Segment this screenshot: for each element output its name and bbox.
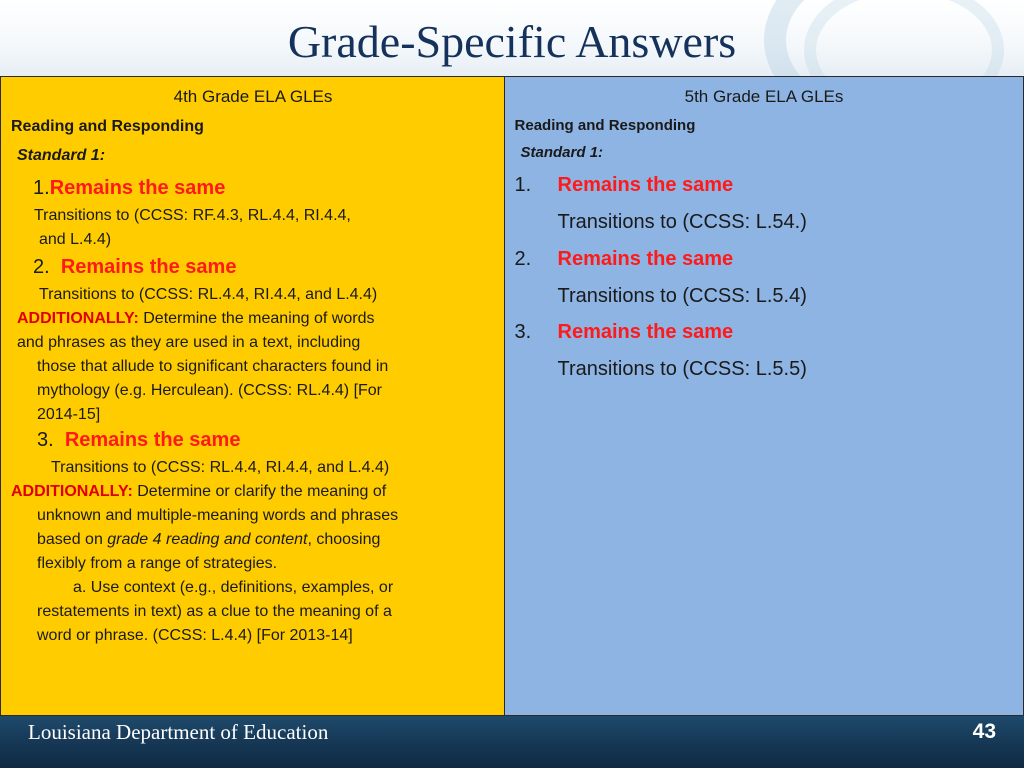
page-number: 43 (972, 720, 996, 743)
grade5-item2-status: Remains the same (557, 248, 734, 270)
additionally-block1-line2: and phrases as they are used in a text, including (17, 334, 361, 351)
additionally-block2-line7: word or phrase. (CCSS: L.4.4) [For 2013-14] (37, 627, 353, 644)
comparison-table (0, 76, 1024, 716)
additionally-block2-line6: restatements in text) as a clue to the meaning of a (37, 603, 392, 620)
additionally-block2-line3: based on grade 4 reading and content, choosing (37, 531, 381, 548)
grade4-section: Reading and Responding (11, 118, 204, 135)
item2-status: Remains the same (60, 256, 237, 278)
item2-transition-line1: Transitions to (CCSS: RL.4.4, RI.4.4, and L.4.4) (39, 286, 378, 303)
additionally-block2-line5: a. Use context (e.g., definitions, examples, or (73, 579, 394, 596)
additionally-block1-line3: those that allude to significant characters found in (37, 358, 389, 375)
additionally-block2-line4: flexibly from a range of strategies. (37, 555, 278, 572)
footer-organization: Louisiana Department of Education (28, 720, 329, 744)
additionally-label2: ADDITIONALLY: (11, 483, 133, 500)
grade5-heading: 5th Grade ELA GLEs (684, 87, 844, 106)
item2-number: 2. (33, 256, 50, 278)
additionally-block2-line1: ADDITIONALLY: Determine or clarify the meaning of (11, 483, 387, 500)
grade5-item2-transition: Transitions to (CCSS: L.5.4) (557, 285, 807, 307)
grade5-item1-transition: Transitions to (CCSS: L.54.) (557, 211, 807, 233)
grade4-column (1, 77, 505, 715)
grade5-column (505, 77, 1023, 715)
slide-title: Grade-Specific Answers (287, 16, 737, 67)
grade4-heading: 4th Grade ELA GLEs (173, 87, 333, 106)
additionally-label1: ADDITIONALLY: (17, 310, 139, 327)
item3-transition-line1: Transitions to (CCSS: RL.4.4, RI.4.4, and L.4.4) (51, 459, 390, 476)
grade4-item1 (33, 177, 225, 200)
grade5-item1-status: Remains the same (557, 174, 734, 196)
item3-status: Remains the same (64, 429, 241, 451)
additionally-block1-line4: mythology (e.g. Herculean). (CCSS: RL.4.4) [For (37, 382, 383, 399)
item1-status: Remains the same (49, 177, 226, 199)
item3-number: 3. (37, 429, 54, 451)
item1-transition-line2: and L.4.4) (39, 231, 112, 248)
grade4-item2 (33, 256, 236, 279)
additionally-block1-line5: 2014-15] (37, 406, 101, 423)
grade4-item3 (37, 429, 240, 452)
grade5-item2-number: 2. (514, 248, 532, 270)
item1-number: 1. (33, 177, 50, 199)
additionally-block2-line2: unknown and multiple-meaning words and phrases (37, 507, 399, 524)
grade5-standard: Standard 1: (520, 144, 604, 161)
grade5-item3-status: Remains the same (557, 321, 734, 343)
grade5-item3-transition: Transitions to (CCSS: L.5.5) (557, 358, 807, 380)
grade5-item1-number: 1. (514, 174, 532, 196)
additionally-block1-line1: ADDITIONALLY: Determine the meaning of words (17, 310, 375, 327)
grade5-item3-number: 3. (514, 321, 532, 343)
item1-transition-line1: Transitions to (CCSS: RF.4.3, RL.4.4, RI.4.4, (34, 207, 351, 224)
grade4-standard: Standard 1: (17, 147, 106, 164)
grade5-section: Reading and Responding (514, 117, 696, 134)
